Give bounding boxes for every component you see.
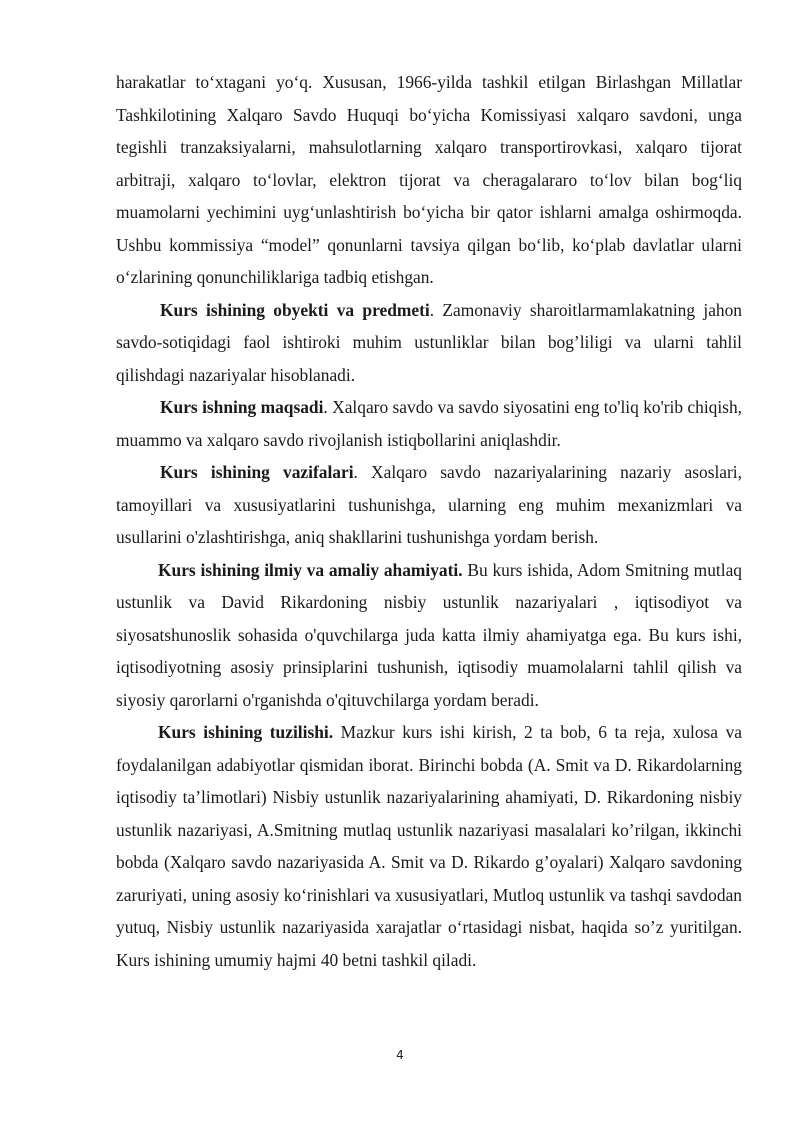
paragraph-significance: [116, 554, 742, 717]
paragraph-object-subject: [116, 294, 742, 392]
paragraph-structure-text: Mazkur kurs ishi kirish, 2 ta bob, 6 ta reja, xulosa va foydalanilgan adabiyotlar qismidan iborat. Birinchi bobda (A. Smit va D. Rikardolarning iqtisodiy ta’limotlari) Nisbiy ustunlik nazariyalarining ahamiyati, D. Rikardoning nisbiy ustunlik nazariyasi, A.Smitning mutlaq ustunlik nazariyasi masalalari ko’rilgan, ikkinchi bobda (Xalqaro savdo nazariyasida A. Smit va D. Rikardo g’oyalari) Xalqaro savdoning zaruriyati, uning asosiy ko‘rinishlari va xususiyatlari, Mutloq ustunlik va tashqi savdodan yutuq, Nisbiy ustunlik nazariyasida xarajatlar o‘rtasidagi nisbat, haqida so’z yuritilgan. Kurs ishining umumiy hajmi 40 betni tashkil qiladi.: [116, 722, 742, 970]
heading-tasks: Kurs ishining vazifalari: [160, 462, 354, 482]
heading-goal: Kurs ishning maqsadi: [160, 397, 324, 417]
paragraph-tasks-text: . Xalqaro savdo nazariyalarining nazariy asoslari, tamoyillari va xususiyatlarini tushunishga, ularning eng muhim mexanizmlari va usullarini o'zlashtirishga, aniq shakllarini tushunishga yordam berish.: [116, 462, 742, 547]
paragraph-tasks: [116, 456, 742, 554]
paragraph-structure: [116, 716, 742, 976]
page-number: 4: [396, 1048, 404, 1062]
paragraph-significance-text: Bu kurs ishida, Adom Smitning mutlaq ustunlik va David Rikardoning nisbiy ustunlik nazariyalari , iqtisodiyot va siyosatshunoslik sohasida o'quvchilarga juda katta ilmiy ahamiyatga ega. Bu kurs ishi, iqtisodiyotning asosiy prinsiplarini tushunish, iqtisodiy muamolalarni tahlil qilish va siyosiy qarorlarni o'rganishda o'qituvchilarga yordam beradi.: [116, 559, 742, 710]
heading-significance: Kurs ishining ilmiy va amaliy ahamiyati.: [158, 559, 463, 580]
paragraph-goal-text: . Xalqaro savdo va savdo siyosatini eng to'liq ko'rib chiqish, muammo va xalqaro savdo rivojlanish istiqbollarini aniqlashdir.: [116, 397, 742, 450]
heading-structure: Kurs ishining tuzilishi.: [158, 722, 334, 742]
paragraph-object-subject-text: . Zamonaviy sharoitlarmamlakatning jahon savdo-sotiqidagi faol ishtiroki muhim ustunliklar bilan bog’liligi va ularni tahlil qilishdagi nazariyalar hisoblanadi.: [116, 299, 743, 385]
paragraph-intro: [116, 66, 742, 294]
paragraph-goal: [116, 391, 742, 456]
paragraph-intro-text: harakatlar to‘xtagani yo‘q. Xususan, 1966-yilda tashkil etilgan Birlashgan Millatlar Tashkilotining Xalqaro Savdo Huquqi bo‘yicha Komissiyasi xalqaro savdoni, unga tegishli tranzaksiyalarni, mahsulotlarning xalqaro transportirovkasi, xalqaro tijorat arbitraji, xalqaro to‘lovlar, elektron tijorat va cheragalararo to‘lov bilan bog‘liq muamolarni yechimini uyg‘unlashtirish bo‘yicha bir qator ishlarni amalga oshirmoqda. Ushbu kommissiya “model” qonunlarni tavsiya qilgan bo‘lib, ko‘plab davlatlar ularni o‘zlarining qonunchiliklariga tadbiq etishgan.: [116, 72, 742, 287]
heading-object-subject: Kurs ishining obyekti va predmeti: [160, 299, 430, 320]
document-page: [116, 66, 742, 976]
